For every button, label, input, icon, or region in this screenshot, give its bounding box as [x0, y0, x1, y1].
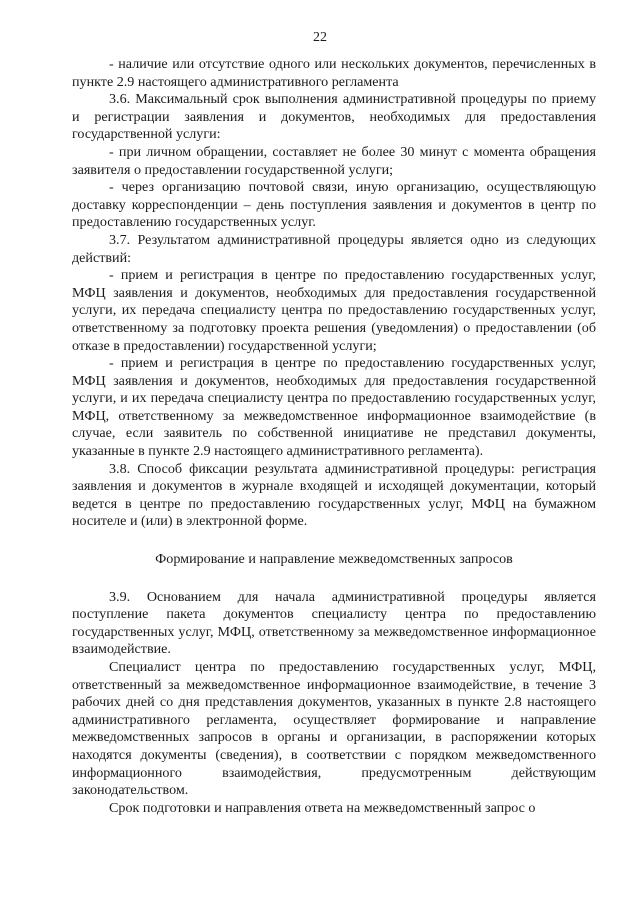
paragraph-response-deadline: Срок подготовки и направления ответа на межведомственный запрос о — [109, 799, 536, 816]
paragraph-result-option-1: - прием и регистрация в центре по предоставлению государственных услуг, МФЦ заявления и документов, необходимых для предоставления государственной услуги, их передача специалисту центра по предоставлению государственных услуг, ответственному за подготовку проекта решения (уведомления) о предоставлении (об отказе в предоставлении) государственной услуги; — [72, 267, 596, 354]
paragraph-3-7-result: 3.7. Результатом административной процедуры является одно из следующих действий: — [72, 231, 596, 266]
section-heading: Формирование и направление межведомственных запросов — [155, 551, 513, 568]
paragraph-3-8-recording: 3.8. Способ фиксации результата административной процедуры: регистрация заявления и документов в журнале входящей и исходящей документации, который ведется в центре по предоставлению государственных услуг, МФЦ на бумажном носителе и (или) в электронной форме. — [72, 460, 596, 530]
paragraph-by-post: - через организацию почтовой связи, иную организацию, осуществляющую доставку корреспонденции – день поступления заявления и документов в центр по предоставлению государственных услуг. — [72, 179, 596, 231]
document-body — [72, 56, 596, 817]
paragraph-in-person: - при личном обращении, составляет не более 30 минут с момента обращения заявителя о предоставлении государственной услуги; — [72, 143, 596, 178]
page-number: 22 — [313, 30, 327, 45]
paragraph-documents-availability: - наличие или отсутствие одного или нескольких документов, перечисленных в пункте 2.9 настоящего административного регламента — [72, 56, 596, 90]
paragraph-specialist-duties: Специалист центра по предоставлению государственных услуг, МФЦ, ответственный за межведомственное информационное взаимодействие, в течение 3 рабочих дней со дня представления документов, указанных в пункте 2.8 настоящего административного регламента, осуществляет формирование и направление межведомственных запросов в органы и организации, в распоряжении которых находятся документы (сведения), в соответствии с порядком межведомственного информационного взаимодействия, предусмотренным действующим законодательством. — [72, 659, 596, 799]
paragraph-result-option-2: - прием и регистрация в центре по предоставлению государственных услуг, МФЦ заявления и документов, необходимых для предоставления государственной услуги, и их передача специалисту центра по предоставлению государственных услуг, МФЦ, ответственному за межведомственное информационное взаимодействие (в случае, если заявитель по собственной инициативе не представил документы, указанные в пункте 2.9 настоящего административного регламента). — [72, 355, 596, 460]
paragraph-3-9-basis: 3.9. Основанием для начала административной процедуры является поступление пакета документов специалисту центра по предоставлению государственных услуг, МФЦ, ответственному за межведомственное информационное взаимодействие. — [72, 588, 596, 658]
paragraph-3-6-max-duration: 3.6. Максимальный срок выполнения административной процедуры по приему и регистрации заявления и документов, необходимых для предоставления государственной услуги: — [72, 91, 596, 143]
